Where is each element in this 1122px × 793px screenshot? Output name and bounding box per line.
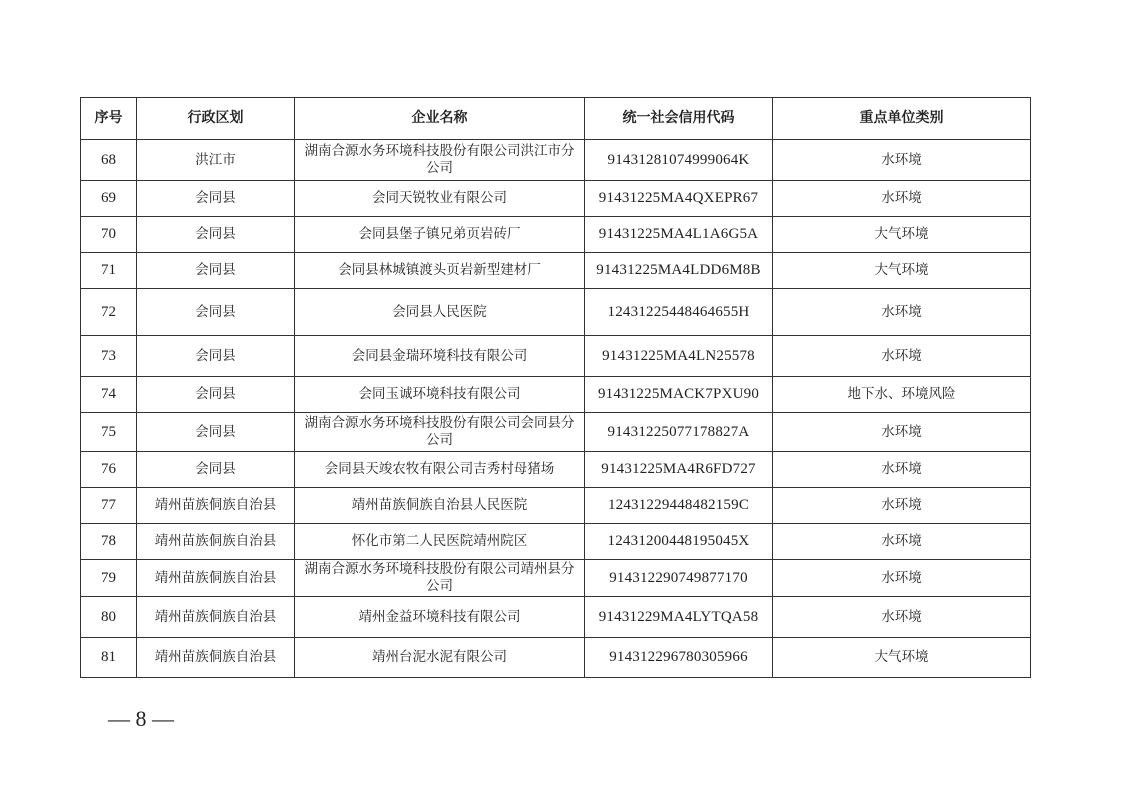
cell-credit-code: 12431200448195045X <box>585 524 773 560</box>
cell-credit-code: 91431281074999064K <box>585 140 773 181</box>
cell-unit-category: 水环境 <box>773 140 1031 181</box>
table-row <box>81 377 1031 413</box>
table-row <box>81 140 1031 181</box>
header-unit-category: 重点单位类别 <box>773 98 1031 140</box>
enterprise-table <box>80 97 1031 678</box>
table-row <box>81 597 1031 638</box>
cell-credit-code: 91431225MACK7PXU90 <box>585 377 773 413</box>
header-administrative-region: 行政区划 <box>137 98 295 140</box>
cell-credit-code: 91431225MA4L1A6G5A <box>585 217 773 253</box>
cell-administrative-region: 靖州苗族侗族自治县 <box>137 524 295 560</box>
table-row <box>81 413 1031 452</box>
cell-serial-number: 77 <box>81 488 137 524</box>
cell-credit-code: 914312296780305966 <box>585 638 773 678</box>
cell-unit-category: 地下水、环境风险 <box>773 377 1031 413</box>
cell-credit-code: 91431225MA4QXEPR67 <box>585 181 773 217</box>
cell-credit-code: 914312290749877170 <box>585 560 773 597</box>
cell-serial-number: 81 <box>81 638 137 678</box>
cell-serial-number: 74 <box>81 377 137 413</box>
cell-unit-category: 水环境 <box>773 560 1031 597</box>
cell-serial-number: 75 <box>81 413 137 452</box>
cell-enterprise-name: 湖南合源水务环境科技股份有限公司靖州县分公司 <box>295 560 585 597</box>
table-row <box>81 524 1031 560</box>
cell-credit-code: 12431229448482159C <box>585 488 773 524</box>
cell-enterprise-name: 会同县人民医院 <box>295 289 585 336</box>
cell-credit-code: 91431225MA4LDD6M8B <box>585 253 773 289</box>
enterprise-table-container <box>80 97 1030 678</box>
cell-unit-category: 水环境 <box>773 413 1031 452</box>
cell-serial-number: 79 <box>81 560 137 597</box>
cell-credit-code: 12431225448464655H <box>585 289 773 336</box>
cell-enterprise-name: 会同县金瑞环境科技有限公司 <box>295 336 585 377</box>
cell-credit-code: 91431225MA4LN25578 <box>585 336 773 377</box>
cell-serial-number: 69 <box>81 181 137 217</box>
cell-enterprise-name: 靖州台泥水泥有限公司 <box>295 638 585 678</box>
cell-administrative-region: 会同县 <box>137 377 295 413</box>
cell-unit-category: 水环境 <box>773 452 1031 488</box>
cell-credit-code: 91431229MA4LYTQA58 <box>585 597 773 638</box>
cell-administrative-region: 会同县 <box>137 181 295 217</box>
cell-unit-category: 水环境 <box>773 524 1031 560</box>
table-row <box>81 452 1031 488</box>
cell-administrative-region: 会同县 <box>137 289 295 336</box>
cell-administrative-region: 靖州苗族侗族自治县 <box>137 638 295 678</box>
header-enterprise-name: 企业名称 <box>295 98 585 140</box>
cell-unit-category: 水环境 <box>773 597 1031 638</box>
cell-unit-category: 大气环境 <box>773 217 1031 253</box>
cell-serial-number: 68 <box>81 140 137 181</box>
cell-administrative-region: 会同县 <box>137 336 295 377</box>
cell-unit-category: 大气环境 <box>773 638 1031 678</box>
cell-serial-number: 71 <box>81 253 137 289</box>
cell-administrative-region: 洪江市 <box>137 140 295 181</box>
cell-unit-category: 水环境 <box>773 336 1031 377</box>
table-header-row <box>81 98 1031 140</box>
cell-administrative-region: 会同县 <box>137 217 295 253</box>
header-credit-code: 统一社会信用代码 <box>585 98 773 140</box>
cell-serial-number: 76 <box>81 452 137 488</box>
cell-serial-number: 80 <box>81 597 137 638</box>
table-row <box>81 560 1031 597</box>
table-row <box>81 289 1031 336</box>
table-row <box>81 638 1031 678</box>
cell-serial-number: 73 <box>81 336 137 377</box>
header-serial-number: 序号 <box>81 98 137 140</box>
cell-credit-code: 91431225MA4R6FD727 <box>585 452 773 488</box>
cell-serial-number: 78 <box>81 524 137 560</box>
cell-credit-code: 91431225077178827A <box>585 413 773 452</box>
cell-enterprise-name: 湖南合源水务环境科技股份有限公司会同县分公司 <box>295 413 585 452</box>
cell-enterprise-name: 会同县天竣农牧有限公司吉秀村母猪场 <box>295 452 585 488</box>
table-row <box>81 181 1031 217</box>
cell-administrative-region: 会同县 <box>137 253 295 289</box>
cell-unit-category: 大气环境 <box>773 253 1031 289</box>
table-row <box>81 336 1031 377</box>
cell-enterprise-name: 怀化市第二人民医院靖州院区 <box>295 524 585 560</box>
cell-administrative-region: 会同县 <box>137 413 295 452</box>
cell-administrative-region: 会同县 <box>137 452 295 488</box>
table-row <box>81 488 1031 524</box>
cell-administrative-region: 靖州苗族侗族自治县 <box>137 560 295 597</box>
cell-administrative-region: 靖州苗族侗族自治县 <box>137 488 295 524</box>
cell-serial-number: 72 <box>81 289 137 336</box>
cell-serial-number: 70 <box>81 217 137 253</box>
cell-unit-category: 水环境 <box>773 289 1031 336</box>
cell-enterprise-name: 会同玉诚环境科技有限公司 <box>295 377 585 413</box>
cell-unit-category: 水环境 <box>773 488 1031 524</box>
cell-enterprise-name: 会同天锐牧业有限公司 <box>295 181 585 217</box>
table-row <box>81 253 1031 289</box>
cell-enterprise-name: 会同县林城镇渡头页岩新型建材厂 <box>295 253 585 289</box>
cell-enterprise-name: 靖州苗族侗族自治县人民医院 <box>295 488 585 524</box>
cell-unit-category: 水环境 <box>773 181 1031 217</box>
cell-enterprise-name: 靖州金益环境科技有限公司 <box>295 597 585 638</box>
table-row <box>81 217 1031 253</box>
cell-administrative-region: 靖州苗族侗族自治县 <box>137 597 295 638</box>
page-number: — 8 — <box>108 706 174 731</box>
cell-enterprise-name: 湖南合源水务环境科技股份有限公司洪江市分公司 <box>295 140 585 181</box>
cell-enterprise-name: 会同县堡子镇兄弟页岩砖厂 <box>295 217 585 253</box>
table-body <box>81 140 1031 678</box>
